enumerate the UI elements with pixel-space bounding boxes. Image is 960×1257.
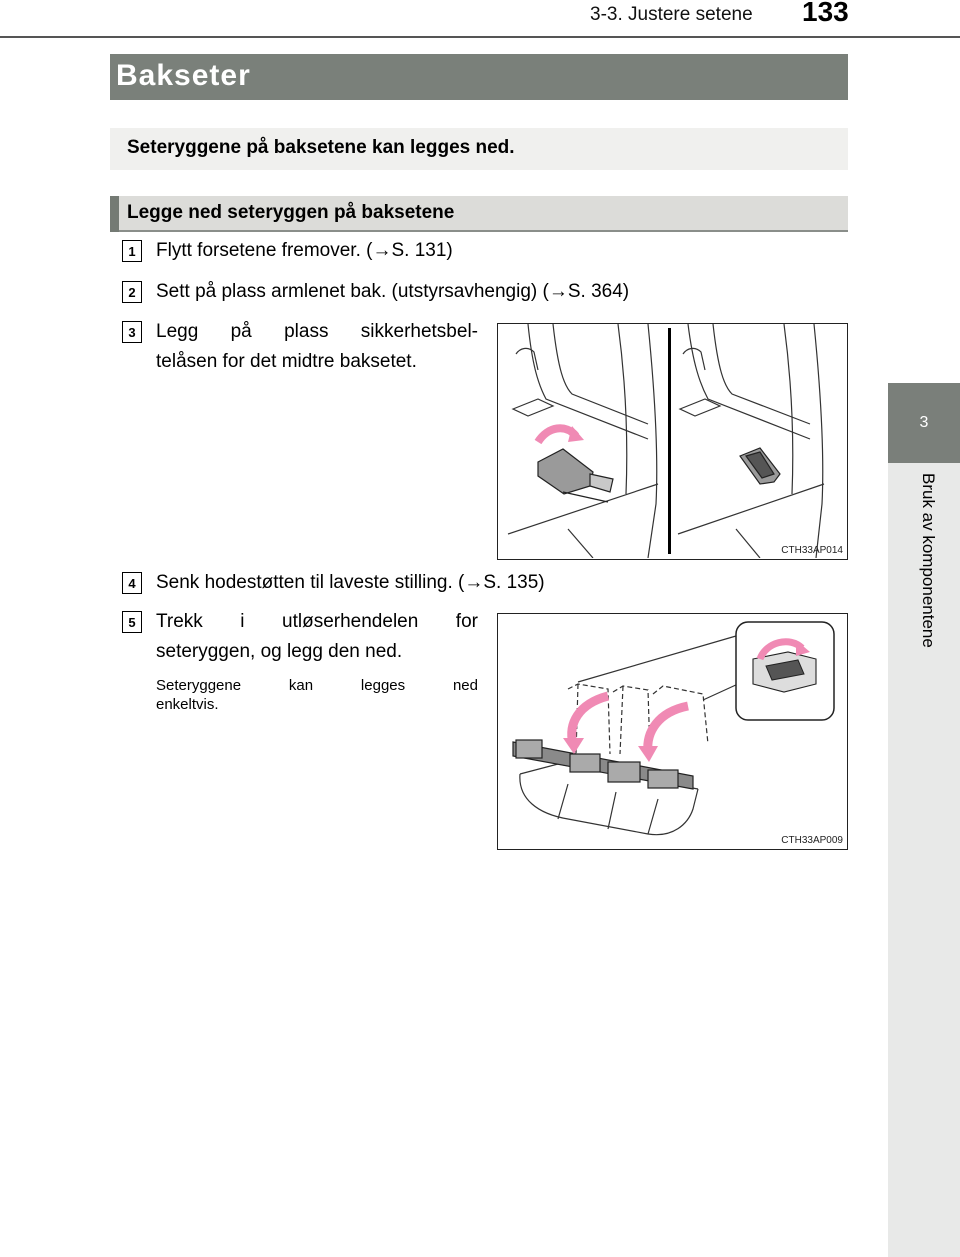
- step-2-badge: 2: [122, 281, 142, 303]
- step-4-text: Senk hodestøtten til laveste stilling. (→S. 135): [156, 572, 545, 593]
- header-section-label: 3-3. Justere setene: [590, 4, 753, 25]
- page-number: 133: [802, 0, 849, 27]
- step-1-text: Flytt forsetene fremover. (→S. 131): [156, 240, 453, 261]
- figure-code-belt: CTH33AP014: [781, 545, 843, 556]
- summary-box: Seteryggene på baksetene kan legges ned.: [110, 128, 848, 170]
- figure-code-seat: CTH33AP009: [781, 835, 843, 846]
- section-title: Bakseter: [110, 54, 848, 100]
- figure-seatbelt-buckle: [497, 323, 848, 560]
- step-4-badge: 4: [122, 572, 142, 594]
- step-5-text-line1: Trekk i utløserhendelen for: [156, 611, 478, 632]
- figure-fold-seatback: [497, 613, 848, 850]
- step-3-text-line2: telåsen for det midtre baksetet.: [156, 351, 417, 372]
- step-3-text-line1: Legg på plass sikkerhetsbel-: [156, 321, 478, 342]
- step-5-note-line1: Seteryggene kan legges ned: [156, 677, 478, 694]
- step-3-badge: 3: [122, 321, 142, 343]
- chapter-title: Bruk av komponentene: [919, 473, 938, 648]
- step-2-text: Sett på plass armlenet bak. (utstyrsavhengig) (→S. 364): [156, 281, 630, 302]
- step-5-badge: 5: [122, 611, 142, 633]
- step-5-text-line2: seteryggen, og legg den ned.: [156, 641, 403, 662]
- subsection-title: Legge ned seteryggen på baksetene: [127, 202, 455, 223]
- step-5-note-line2: enkeltvis.: [156, 696, 219, 713]
- fold-seatback-illustration: [498, 614, 846, 848]
- chapter-number: 3: [919, 414, 929, 431]
- chapter-tab: [888, 383, 960, 463]
- seatbelt-buckle-illustration: [498, 324, 846, 558]
- subsection-accent: [110, 196, 119, 232]
- step-1-badge: 1: [122, 240, 142, 262]
- header-rule: [0, 36, 960, 38]
